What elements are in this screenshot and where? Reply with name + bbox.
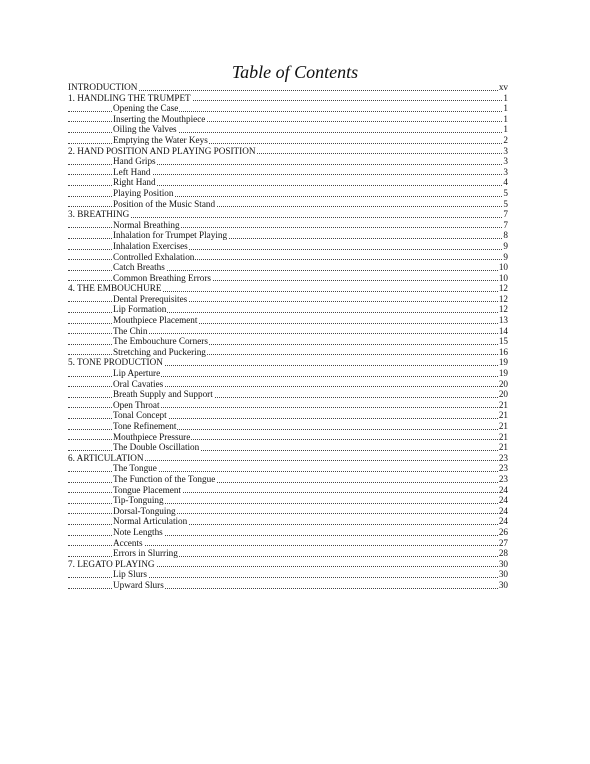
toc-entry-page-number: 7 xyxy=(503,209,508,220)
toc-subentry xyxy=(68,389,508,400)
toc-subentry xyxy=(68,336,508,347)
toc-subentry xyxy=(68,463,508,474)
toc-entry-label: Stretching and Puckering xyxy=(113,346,206,357)
toc-subentry xyxy=(68,124,508,135)
toc-subentry xyxy=(68,548,508,559)
toc-subentry xyxy=(68,199,508,210)
toc-entry-label: Breath Supply and Support xyxy=(113,389,213,400)
toc-chapter-entry xyxy=(68,453,508,464)
toc-subentry xyxy=(68,188,508,199)
toc-entry-label: 6. ARTICULATION xyxy=(68,452,144,463)
toc-entry-label: Emptying the Water Keys xyxy=(113,134,208,145)
toc-entry-label: Tongue Placement xyxy=(113,484,181,495)
toc-subentry xyxy=(68,230,508,241)
toc-entry-label: Playing Position xyxy=(113,187,174,198)
toc-subentry xyxy=(68,485,508,496)
toc-entry-label: The Embouchure Corners xyxy=(113,336,208,347)
toc-entry-page-number: 3 xyxy=(503,156,508,167)
toc-entry-label: 4. THE EMBOUCHURE xyxy=(68,283,162,294)
page-title: Table of Contents xyxy=(231,62,359,82)
toc-entry-label: Errors in Slurring xyxy=(113,548,178,559)
toc-entry-label: Inserting the Mouthpiece xyxy=(113,113,206,124)
toc-entry-page-number: 20 xyxy=(498,389,508,400)
toc-subentry xyxy=(68,580,508,591)
toc-entry-label: Controlled Exhalation xyxy=(113,251,195,262)
toc-chapter-entry xyxy=(68,82,508,93)
toc-subentry xyxy=(68,368,508,379)
toc-entry-page-number: 1 xyxy=(503,124,508,135)
toc-entry-page-number: xv xyxy=(498,82,508,92)
toc-entry-label: Upward Slurs xyxy=(113,579,164,590)
toc-entry-page-number: 23 xyxy=(498,463,508,474)
toc-entry-label: The Tongue xyxy=(113,463,157,474)
toc-chapter-entry xyxy=(68,146,508,157)
toc-entry-page-number: 23 xyxy=(498,452,508,463)
toc-entry-label: Mouthpiece Pressure xyxy=(113,431,191,442)
toc-subentry xyxy=(68,273,508,284)
toc-entry-label: Normal Breathing xyxy=(113,219,180,230)
toc-subentry xyxy=(68,442,508,453)
toc-entry-page-number: 26 xyxy=(498,526,508,537)
toc-chapter-entry xyxy=(68,559,508,570)
toc-entry-page-number: 24 xyxy=(498,484,508,495)
toc-entry-label: Lip Slurs xyxy=(113,569,147,580)
toc-entry-label: Open Throat xyxy=(113,399,160,410)
toc-subentry xyxy=(68,326,508,337)
toc-entry-label: 5. TONE PRODUCTION xyxy=(68,357,163,368)
toc-subentry xyxy=(68,474,508,485)
toc-entry-page-number: 9 xyxy=(503,251,508,262)
toc-subentry xyxy=(68,421,508,432)
toc-subentry xyxy=(68,410,508,421)
toc-entry-label: The Chin xyxy=(113,325,148,336)
toc-subentry xyxy=(68,114,508,125)
toc-entry-label: 1. HANDLING THE TRUMPET xyxy=(68,92,191,103)
toc-entry-label: The Double Oscillation xyxy=(113,442,200,453)
toc-entry-label: 7. LEGATO PLAYING xyxy=(68,558,155,569)
toc-entry-page-number: 7 xyxy=(503,219,508,230)
toc-subentry xyxy=(68,569,508,580)
toc-entry-label: Opening the Case xyxy=(113,103,179,114)
toc-subentry xyxy=(68,304,508,315)
toc-chapter-entry xyxy=(68,357,508,368)
toc-subentry xyxy=(68,167,508,178)
toc-entry-label: Dorsal-Tonguing xyxy=(113,505,176,516)
toc-entry-label: Dental Prerequisites xyxy=(113,293,188,304)
toc-entry-label: The Function of the Tongue xyxy=(113,473,216,484)
toc-subentry xyxy=(68,495,508,506)
toc-entry-label: 2. HAND POSITION AND PLAYING POSITION xyxy=(68,145,256,156)
toc-subentry xyxy=(68,315,508,326)
toc-entry-label: Lip Aperture xyxy=(113,368,161,379)
toc-entry-page-number: 12 xyxy=(498,304,508,315)
toc-entry-label: Inhalation for Trumpet Playing xyxy=(113,230,228,241)
toc-subentry xyxy=(68,506,508,517)
toc-entry-page-number: 21 xyxy=(498,399,508,410)
toc-entry-page-number: 30 xyxy=(498,558,508,569)
toc-entry-page-number: 27 xyxy=(498,537,508,548)
toc-entry-label: Tone Refinement xyxy=(113,421,177,431)
toc-subentry xyxy=(68,103,508,114)
toc-entry-label: INTRODUCTION xyxy=(68,82,138,92)
toc-subentry xyxy=(68,294,508,305)
toc-entry-page-number: 10 xyxy=(498,262,508,273)
toc-entry-page-number: 19 xyxy=(498,357,508,368)
toc-entry-label: Hand Grips xyxy=(113,156,156,167)
toc-entry-label: Right Hand xyxy=(113,177,156,188)
toc-subentry xyxy=(68,400,508,411)
toc-entry-label: Inhalation Exercises xyxy=(113,240,188,251)
toc-entry-page-number: 4 xyxy=(503,177,508,188)
toc-entry-page-number: 20 xyxy=(498,378,508,389)
toc-subentry xyxy=(68,156,508,167)
toc-entry-page-number: 3 xyxy=(503,145,508,156)
toc-chapter-entry xyxy=(68,283,508,294)
toc-entry-page-number: 1 xyxy=(503,103,508,114)
toc-entry-page-number: 30 xyxy=(498,579,508,590)
toc-entry-label: Note Lengths xyxy=(113,526,163,537)
toc-entry-label: Accents xyxy=(113,537,143,548)
toc-entry-label: Left Hand xyxy=(113,166,151,177)
toc-entry-page-number: 12 xyxy=(498,283,508,294)
toc-entry-label: Tonal Concept xyxy=(113,410,167,421)
toc-entry-label: Lip Formation xyxy=(113,304,167,315)
toc-entry-page-number: 8 xyxy=(503,230,508,241)
toc-entry-page-number: 16 xyxy=(498,346,508,357)
toc-entry-page-number: 21 xyxy=(498,431,508,442)
toc-entry-page-number: 2 xyxy=(503,134,508,145)
toc-subentry xyxy=(68,241,508,252)
toc-subentry xyxy=(68,516,508,527)
toc-entry-page-number: 23 xyxy=(498,473,508,484)
toc-subentry xyxy=(68,527,508,538)
toc-entry-label: Position of the Music Stand xyxy=(113,198,216,209)
toc-entry-page-number: 21 xyxy=(498,410,508,421)
toc-entry-page-number: 24 xyxy=(498,495,508,506)
toc-subentry xyxy=(68,220,508,231)
toc-entry-label: Mouthpiece Placement xyxy=(113,315,198,326)
toc-subentry xyxy=(68,379,508,390)
toc-entry-page-number: 14 xyxy=(498,325,508,336)
toc-entry-page-number: 3 xyxy=(503,166,508,177)
toc-subentry xyxy=(68,347,508,358)
toc-entry-label: 3. BREATHING xyxy=(68,209,130,220)
dot-leader xyxy=(68,217,508,218)
toc-entry-label: Oral Cavaties xyxy=(113,378,164,389)
toc-entry-page-number: 21 xyxy=(498,421,508,431)
toc-entry-page-number: 1 xyxy=(503,92,508,103)
toc-entry-page-number: 12 xyxy=(498,293,508,304)
toc-entry-label: Normal Articulation xyxy=(113,516,188,527)
toc-list xyxy=(68,82,508,591)
toc-chapter-entry xyxy=(68,93,508,104)
toc-subentry xyxy=(68,538,508,549)
toc-chapter-entry xyxy=(68,209,508,220)
toc-entry-page-number: 30 xyxy=(498,569,508,580)
toc-entry-page-number: 5 xyxy=(503,187,508,198)
toc-entry-page-number: 15 xyxy=(498,336,508,347)
toc-entry-page-number: 19 xyxy=(498,368,508,379)
toc-subentry xyxy=(68,135,508,146)
toc-entry-page-number: 10 xyxy=(498,272,508,283)
toc-entry-label: Oiling the Valves xyxy=(113,124,177,135)
toc-entry-page-number: 9 xyxy=(503,240,508,251)
toc-entry-page-number: 24 xyxy=(498,505,508,516)
toc-entry-page-number: 5 xyxy=(503,198,508,209)
toc-entry-page-number: 21 xyxy=(498,442,508,453)
toc-entry-page-number: 24 xyxy=(498,516,508,527)
toc-entry-page-number: 28 xyxy=(498,548,508,559)
toc-entry-label: Catch Breaths xyxy=(113,262,165,273)
toc-subentry xyxy=(68,252,508,263)
toc-subentry xyxy=(68,262,508,273)
toc-subentry xyxy=(68,432,508,443)
toc-entry-label: Common Breathing Errors xyxy=(113,272,211,283)
toc-subentry xyxy=(68,177,508,188)
toc-entry-page-number: 1 xyxy=(503,113,508,124)
toc-entry-page-number: 13 xyxy=(498,315,508,326)
toc-entry-label: Tip-Tonguing xyxy=(113,495,164,506)
